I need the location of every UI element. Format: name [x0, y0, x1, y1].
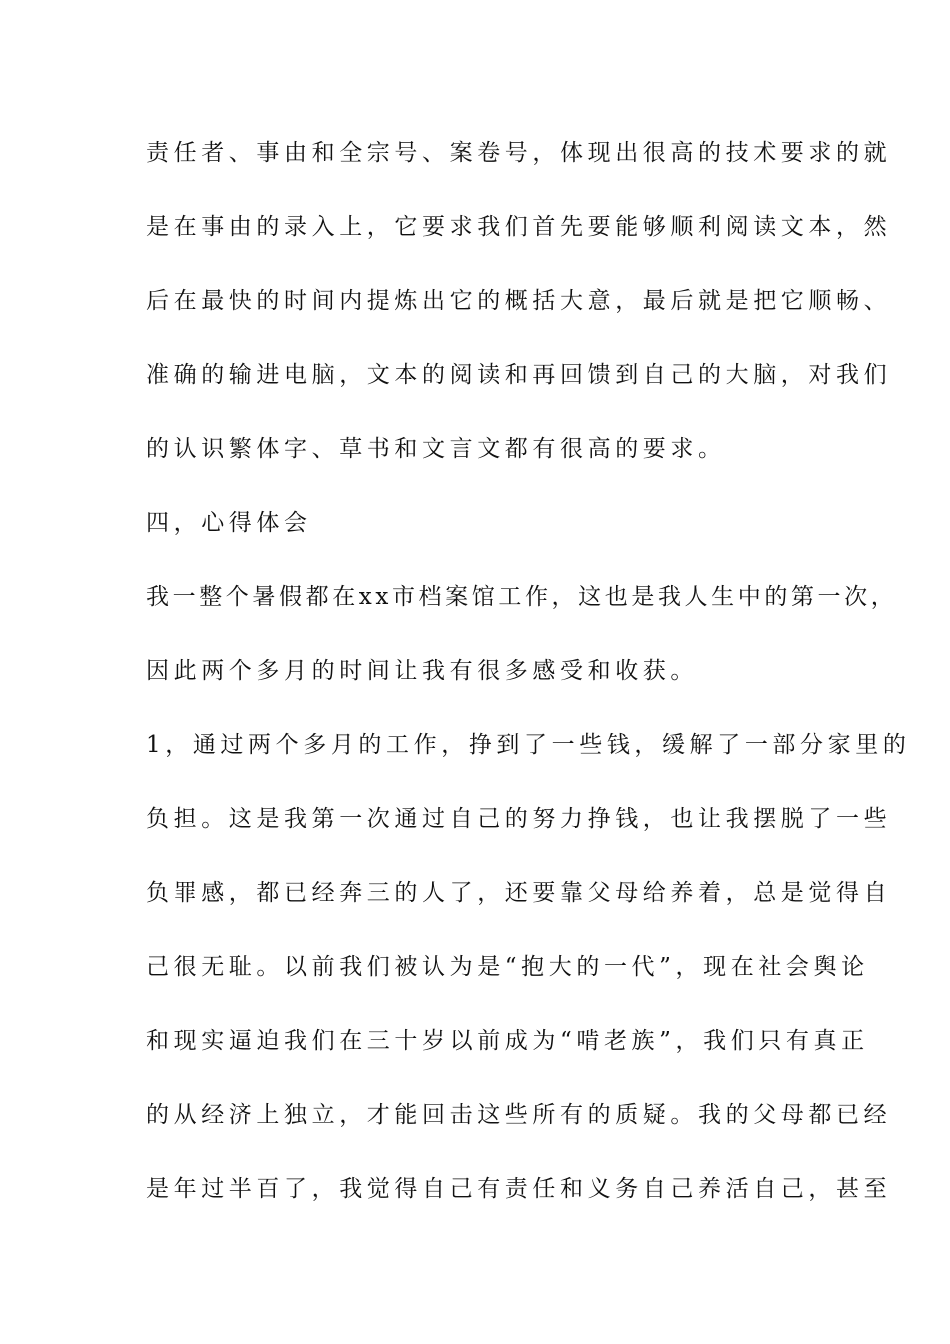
paragraph-line: 责任者、事由和全宗号、案卷号，体现出很高的技术要求的就 — [146, 140, 892, 166]
paragraph-line: 的认识繁体字、草书和文言文都有很高的要求。 — [146, 436, 726, 462]
paragraph-line: 后在最快的时间内提炼出它的概括大意，最后就是把它顺畅、 — [146, 288, 892, 314]
paragraph-line: 准确的输进电脑，文本的阅读和再回馈到自己的大脑，对我们 — [146, 362, 892, 388]
paragraph-line: 负担。这是我第一次通过自己的努力挣钱，也让我摆脱了一些 — [146, 806, 892, 832]
paragraph-line: 因此两个多月的时间让我有很多感受和收获。 — [146, 658, 698, 684]
paragraph-line: 我一整个暑假都在xx市档案馆工作，这也是我人生中的第一次， — [146, 584, 898, 610]
paragraph-line: 和现实逼迫我们在三十岁以前成为“啃老族”，我们只有真正 — [146, 1028, 869, 1054]
paragraph-line: 是在事由的录入上，它要求我们首先要能够顺利阅读文本，然 — [146, 214, 892, 240]
section-heading: 四，心得体会 — [146, 510, 312, 536]
paragraph-line: 的从经济上独立，才能回击这些所有的质疑。我的父母都已经 — [146, 1102, 892, 1128]
paragraph-line: 己很无耻。以前我们被认为是“抱大的一代”，现在社会舆论 — [146, 954, 869, 980]
paragraph-line: 是年过半百了，我觉得自己有责任和义务自己养活自己，甚至 — [146, 1176, 892, 1202]
paragraph-line: 1，通过两个多月的工作，挣到了一些钱，缓解了一部分家里的 — [146, 732, 911, 758]
paragraph-line: 负罪感，都已经奔三的人了，还要靠父母给养着，总是觉得自 — [146, 880, 892, 906]
